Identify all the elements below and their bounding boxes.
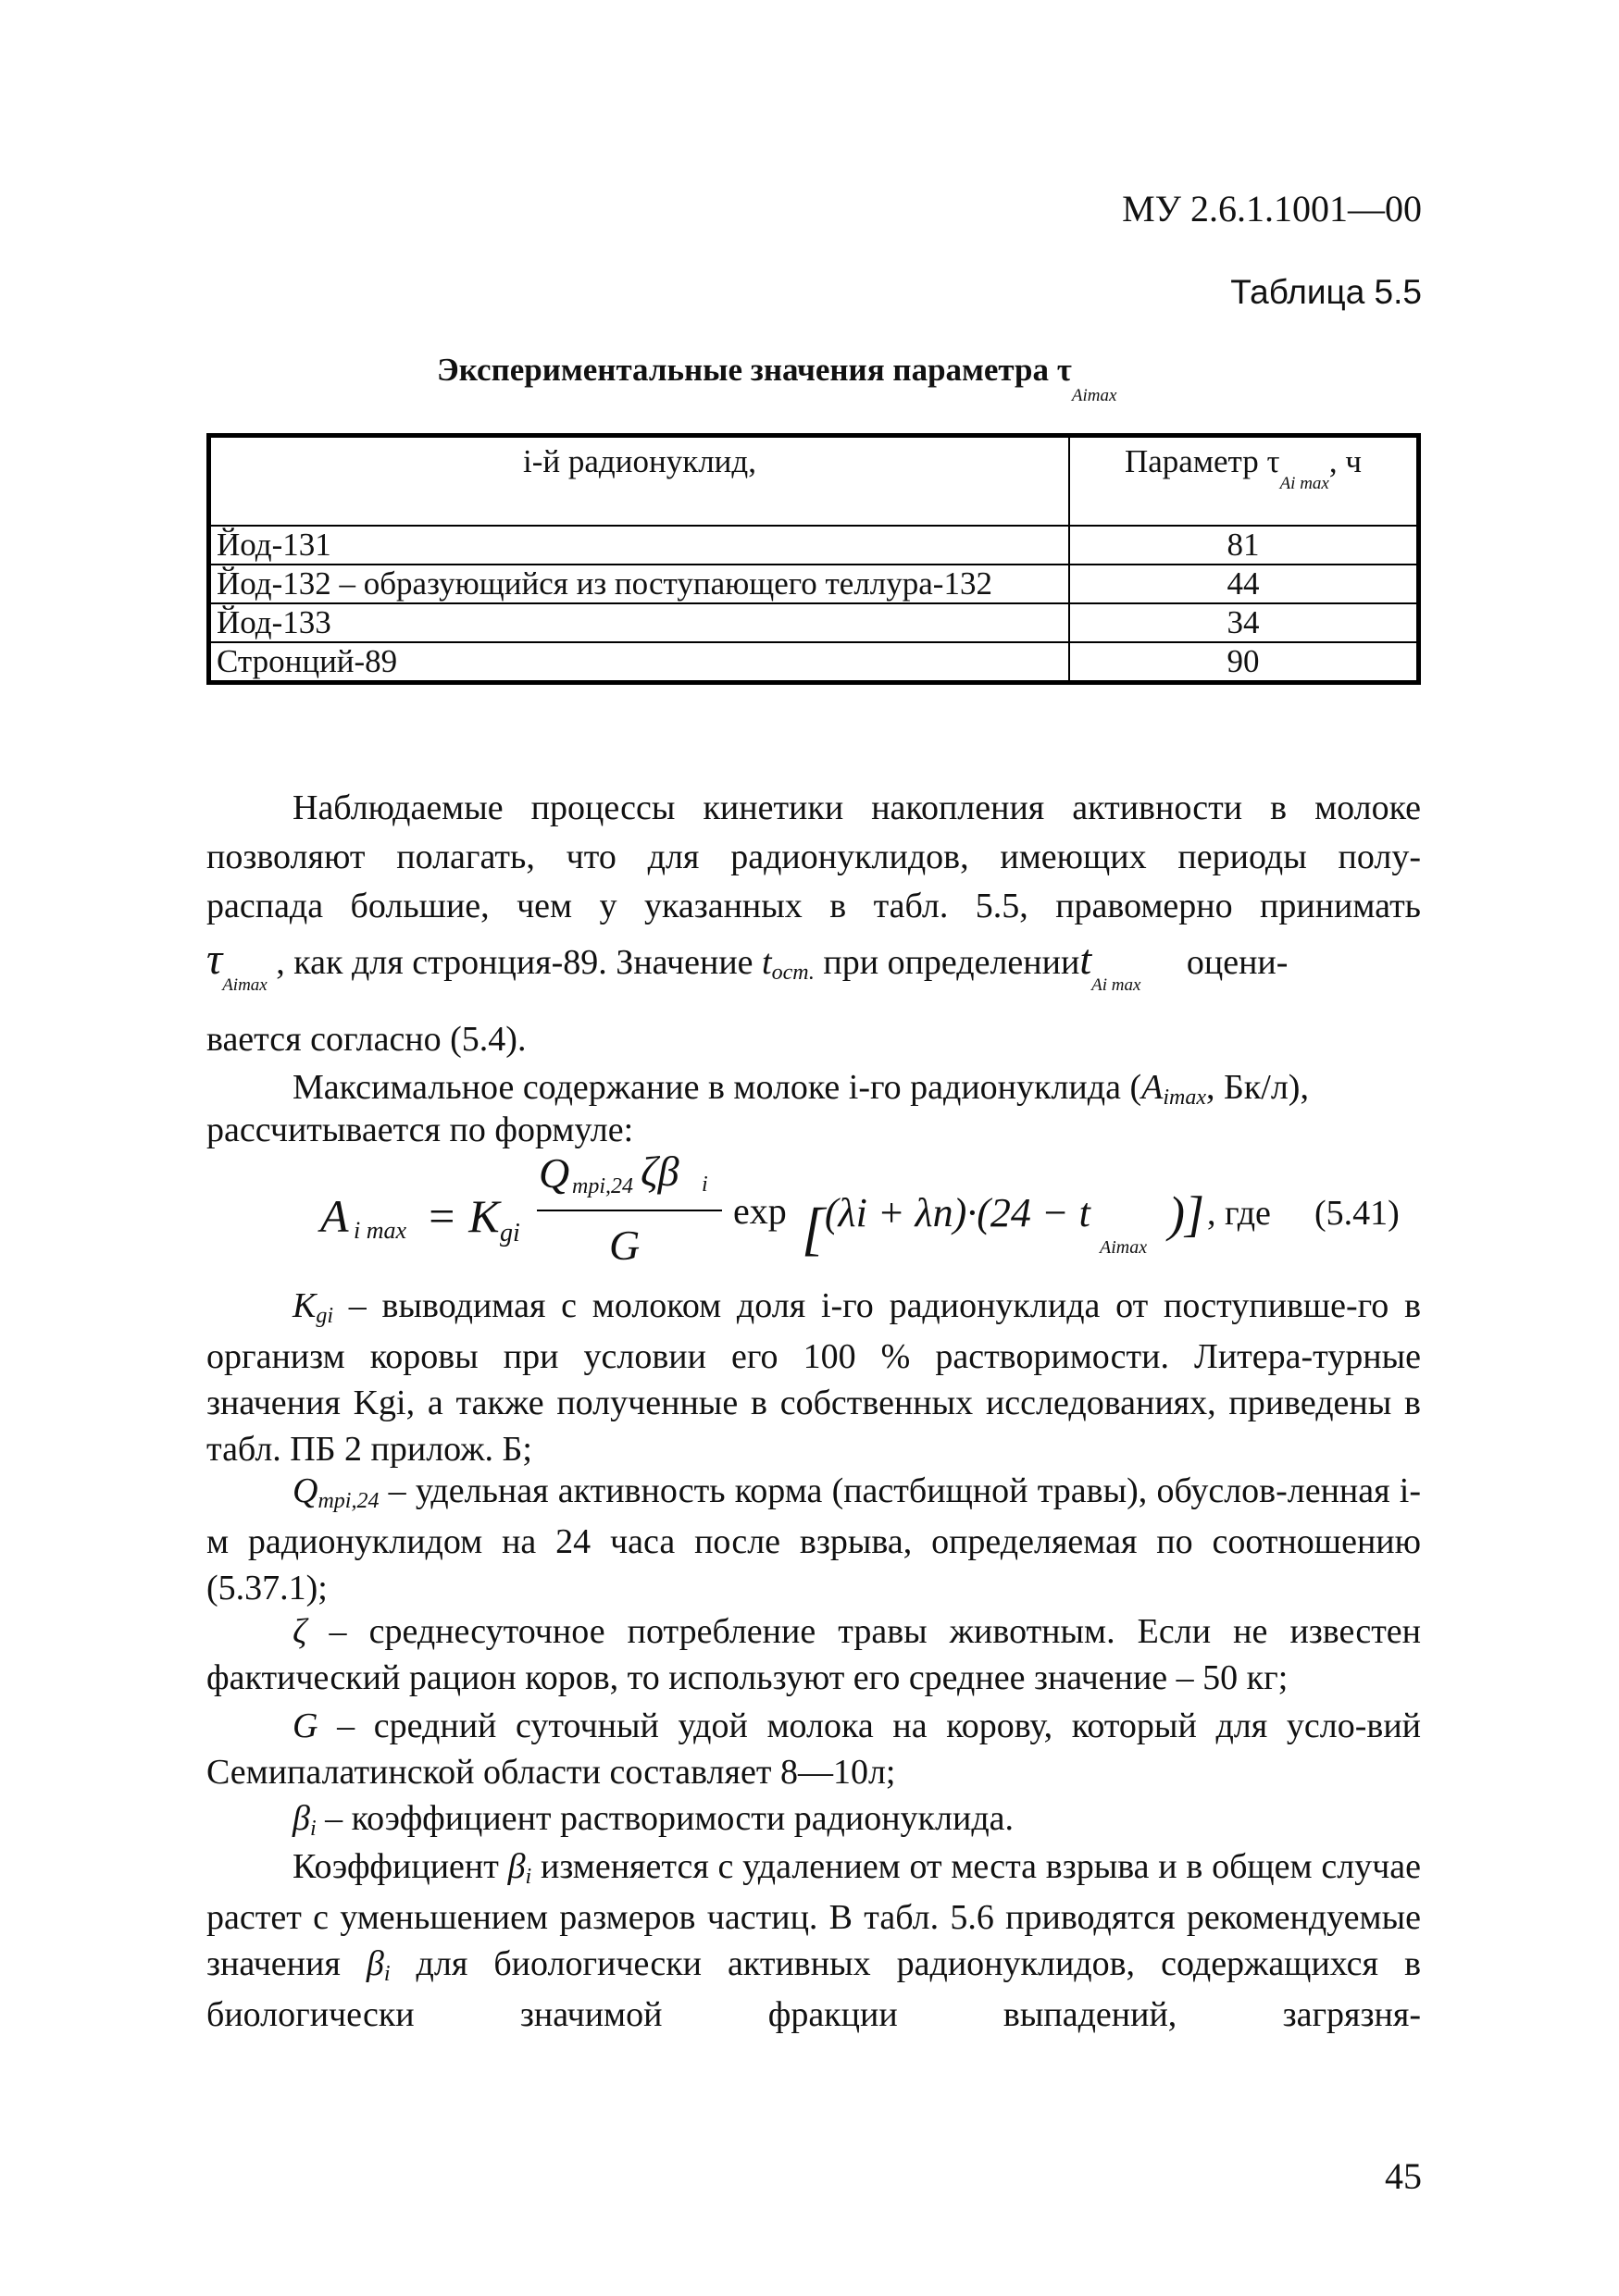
definition-beta: βi – коэффициент растворимости радионуклида.: [293, 1799, 1015, 1841]
table-5-5: [206, 433, 1421, 685]
table-header-row: [209, 436, 1419, 527]
table-title: Экспериментальные значения параметра $\tau_{Aimax}$: [437, 352, 1117, 405]
paragraph-beta: Коэффициент βi изменяется с удалением от места взрыва и в общем случае растет с уменьшением размеров частиц. В табл. 5.6 приводятся рекомендуемые значения βi для биологически активных радионуклидов, содержащихся в биологически значимой фракции выпадений, загрязня-: [206, 1847, 1422, 2034]
tau-symbol: τ: [206, 935, 223, 984]
paragraph-line: рассчитывается по формуле:: [206, 1111, 634, 1149]
formula-5-41: A i max = K gi Q mpi,24 ζβ i G exp [ (λi + λn)·(24 − t Aimax )] , где (5.41): [320, 1148, 1400, 1269]
table-row: [209, 642, 1419, 683]
paragraph-line: Наблюдаемые процессы кинетики накопления активности в молоке: [293, 788, 1421, 827]
cell-param: 34: [1069, 603, 1419, 642]
document-code: МУ 2.6.1.1001—00: [1122, 188, 1422, 230]
definition-q: Qmpi,24 – удельная активность корма (пастбищной травы), обуслов-ленная i-м радионуклидом на 24 часа после взрыва, определяемая по соотношению (5.37.1);: [206, 1471, 1421, 1607]
cell-nuclide: Йод-132 – образующийся из поступающего теллура-132: [209, 565, 1070, 603]
header-nuclide: i-й радионуклид,: [209, 436, 1070, 527]
table-label: Таблица 5.5: [1230, 273, 1422, 311]
cell-nuclide: Стронций-89: [209, 642, 1070, 683]
cell-param: 90: [1069, 642, 1419, 683]
definition-g: G – средний суточный удой молока на корову, который для усло-вий Семипалатинской области составляет 8—10л;: [206, 1706, 1421, 1792]
cell-param: 44: [1069, 565, 1419, 603]
definition-kgi: Kgi – выводимая с молоком доля i-го радионуклида от поступивше-го в организм коровы при условии его 100 % растворимости. Литера-турные значения Kgi, а также полученные в собственных исследованиях, приведены в табл. ПБ 2 прилож. Б;: [206, 1286, 1422, 1469]
header-parameter: Параметр $\tau_{Ai max}$, ч: [1069, 436, 1419, 527]
page-number: 45: [1385, 2155, 1422, 2197]
paragraph-line: вается согласно (5.4).: [206, 1020, 527, 1059]
paragraph-line-with-symbols: Максимальное содержание в молоке i-го радионуклида (Aimax, Бк/л),: [293, 1068, 1309, 1110]
table-row: [209, 526, 1419, 565]
cell-param: 81: [1069, 526, 1419, 565]
cell-nuclide: Йод-131: [209, 526, 1070, 565]
definition-zeta: ζ – среднесуточное потребление травы животным. Если не известен фактический рацион коров, то используют его среднее значение – 50 кг;: [206, 1612, 1422, 1697]
paragraph-line: распада большие, чем у указанных в табл. 5.5, правомерно принимать: [206, 887, 1421, 925]
cell-nuclide: Йод-133: [209, 603, 1070, 642]
paragraph-line-with-symbols: $\tau_{Aimax}$ , как для стронция-89. Значение tост. при определенииt$_{Ai max}$ оцени-: [206, 935, 1289, 995]
table-row: [209, 565, 1419, 603]
formula-body: [ (λi + λn)·(24 − t: [802, 1190, 1090, 1261]
table-row: [209, 603, 1419, 642]
paragraph-line: позволяют полагать, что для радионуклидов, имеющих периоды полу-: [206, 838, 1421, 876]
